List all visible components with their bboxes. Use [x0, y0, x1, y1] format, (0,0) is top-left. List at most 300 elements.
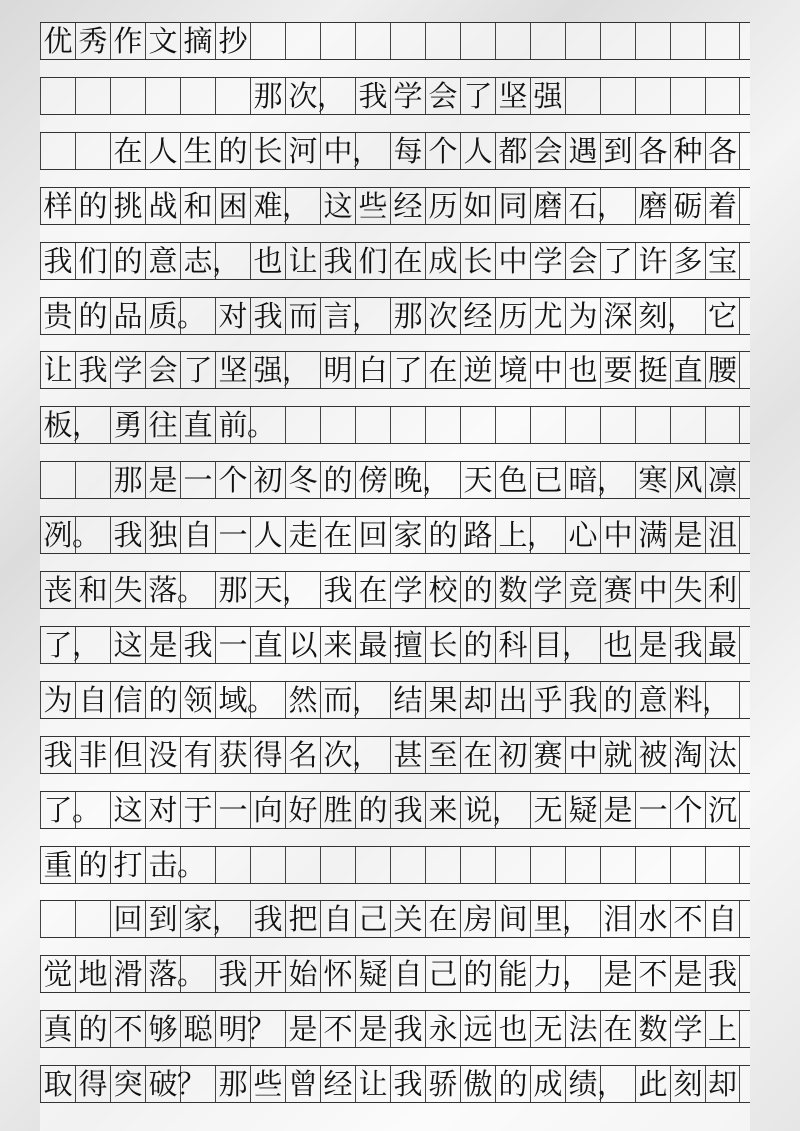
grid-cell: 晚: [390, 462, 425, 498]
grid-cell: ，: [355, 298, 390, 334]
grid-cell: 在: [390, 243, 425, 279]
grid-cell: 色: [495, 462, 530, 498]
grid-cell: 在: [425, 352, 460, 388]
grid-cell: 各: [635, 133, 670, 169]
essay-text-row: [40, 516, 750, 554]
grid-cell: 自: [180, 517, 215, 553]
grid-cell: ？: [180, 1066, 215, 1102]
grid-cell: 落: [145, 956, 180, 992]
grid-cell: 文: [145, 23, 180, 59]
grid-cell: 自: [320, 901, 355, 937]
grid-cell: 的: [460, 572, 495, 608]
grid-cell: 说: [460, 792, 495, 828]
grid-cell: 刻: [670, 1066, 705, 1102]
grid-cell: 至: [425, 737, 460, 773]
grid-cell: ，: [285, 572, 320, 608]
grid-cell: [215, 78, 250, 114]
grid-cell: 学: [670, 1011, 705, 1047]
grid-cell: 突: [110, 1066, 145, 1102]
grid-cell: 也: [565, 352, 600, 388]
grid-cell: [390, 23, 425, 59]
grid-cell: [565, 407, 600, 443]
grid-cell: 满: [635, 517, 670, 553]
grid-cell: 们: [355, 243, 390, 279]
grid-cell: [355, 23, 390, 59]
grid-cell: 会: [530, 133, 565, 169]
grid-cell: 也: [600, 627, 635, 663]
grid-cell: 我: [670, 627, 705, 663]
grid-cell: 水: [635, 901, 670, 937]
essay-text-row: [40, 955, 750, 993]
grid-cell: 言: [320, 298, 355, 334]
grid-cell: [705, 78, 740, 114]
grid-cell: 为: [565, 298, 600, 334]
grid-cell: 骄: [425, 1066, 460, 1102]
grid-cell: [495, 847, 530, 883]
grid-cell: [670, 847, 705, 883]
grid-cell: ，: [565, 627, 600, 663]
grid-cell: 数: [635, 1011, 670, 1047]
grid-cell: 有: [180, 737, 215, 773]
grid-cell: 宝: [705, 243, 740, 279]
grid-cell: 冬: [285, 462, 320, 498]
grid-cell: 学: [110, 352, 145, 388]
grid-cell: 赛: [530, 737, 565, 773]
grid-cell: 它: [705, 298, 740, 334]
grid-cell: [215, 847, 250, 883]
grid-cell: 我: [390, 1011, 425, 1047]
grid-cell: [40, 462, 75, 498]
grid-cell: 此: [635, 1066, 670, 1102]
grid-cell: [600, 407, 635, 443]
grid-cell: 人: [460, 133, 495, 169]
grid-cell: 的: [600, 682, 635, 718]
grid-cell: 的: [215, 133, 250, 169]
grid-cell: 尤: [530, 298, 565, 334]
grid-cell: 刻: [635, 298, 670, 334]
grid-cell: 这: [320, 188, 355, 224]
grid-cell: 我: [705, 956, 740, 992]
grid-cell: 明: [320, 352, 355, 388]
grid-cell: 傍: [355, 462, 390, 498]
grid-cell: 但: [110, 737, 145, 773]
grid-cell: 了: [180, 352, 215, 388]
grid-cell: 自: [705, 901, 740, 937]
grid-cell: 获: [215, 737, 250, 773]
grid-cell: [530, 847, 565, 883]
grid-cell: 。: [180, 847, 215, 883]
grid-cell: 。: [180, 298, 215, 334]
grid-cell: [635, 78, 670, 114]
grid-cell: 是: [355, 1011, 390, 1047]
grid-cell: 初: [250, 462, 285, 498]
grid-cell: 难: [250, 188, 285, 224]
grid-cell: 关: [390, 901, 425, 937]
grid-cell: 非: [75, 737, 110, 773]
grid-cell: ，: [705, 682, 740, 718]
grid-cell: [635, 847, 670, 883]
grid-cell: 作: [110, 23, 145, 59]
grid-cell: 了: [40, 627, 75, 663]
grid-cell: 一: [215, 517, 250, 553]
grid-cell: 了: [460, 78, 495, 114]
grid-cell: ，: [285, 188, 320, 224]
grid-cell: 到: [145, 901, 180, 937]
grid-cell: 到: [600, 133, 635, 169]
grid-cell: 真: [40, 1011, 75, 1047]
grid-cell: 着: [705, 188, 740, 224]
grid-cell: 我: [40, 737, 75, 773]
grid-cell: [390, 407, 425, 443]
grid-cell: [495, 407, 530, 443]
grid-cell: 家: [180, 901, 215, 937]
grid-cell: 己: [355, 901, 390, 937]
grid-cell: 信: [110, 682, 145, 718]
grid-cell: 遇: [565, 133, 600, 169]
grid-cell: [75, 133, 110, 169]
grid-cell: ，: [425, 462, 460, 498]
grid-cell: 在: [110, 133, 145, 169]
grid-cell: 把: [285, 901, 320, 937]
grid-cell: [670, 407, 705, 443]
grid-cell: 不: [110, 1011, 145, 1047]
grid-cell: 来: [425, 792, 460, 828]
grid-cell: 以: [285, 627, 320, 663]
grid-cell: 天: [460, 462, 495, 498]
grid-cell: [460, 407, 495, 443]
grid-cell: 和: [75, 572, 110, 608]
grid-cell: 中: [635, 572, 670, 608]
grid-cell: 击: [145, 847, 180, 883]
grid-cell: 自: [390, 956, 425, 992]
grid-cell: 目: [530, 627, 565, 663]
grid-cell: 却: [705, 1066, 740, 1102]
grid-cell: 学: [390, 572, 425, 608]
grid-cell: 向: [250, 792, 285, 828]
grid-cell: 长: [425, 627, 460, 663]
grid-cell: 疑: [565, 792, 600, 828]
grid-cell: 次: [285, 78, 320, 114]
grid-cell: 丧: [40, 572, 75, 608]
grid-cell: 初: [495, 737, 530, 773]
grid-cell: 得: [75, 1066, 110, 1102]
grid-cell: 破: [145, 1066, 180, 1102]
grid-cell: 的: [75, 847, 110, 883]
grid-cell: 不: [635, 956, 670, 992]
grid-cell: 同: [495, 188, 530, 224]
grid-cell: 许: [635, 243, 670, 279]
grid-cell: 样: [40, 188, 75, 224]
grid-cell: [425, 847, 460, 883]
grid-cell: 那: [215, 572, 250, 608]
grid-cell: 无: [530, 1011, 565, 1047]
grid-cell: [670, 23, 705, 59]
grid-cell: 砺: [670, 188, 705, 224]
essay-text-row: [40, 297, 750, 335]
essay-text-row: [40, 846, 750, 884]
grid-cell: 的: [355, 792, 390, 828]
grid-cell: 学: [530, 243, 565, 279]
grid-cell: [110, 78, 145, 114]
grid-cell: 。: [180, 956, 215, 992]
grid-cell: 出: [495, 682, 530, 718]
grid-cell: 白: [355, 352, 390, 388]
grid-cell: 秀: [75, 23, 110, 59]
grid-cell: 却: [460, 682, 495, 718]
grid-cell: ，: [320, 78, 355, 114]
grid-cell: [705, 23, 740, 59]
grid-cell: 挑: [110, 188, 145, 224]
grid-cell: 成: [425, 243, 460, 279]
grid-cell: 打: [110, 847, 145, 883]
grid-cell: 优: [40, 23, 75, 59]
grid-cell: 始: [285, 956, 320, 992]
grid-cell: [285, 407, 320, 443]
grid-cell: 困: [215, 188, 250, 224]
grid-cell: 那: [390, 298, 425, 334]
essay-text-row: [40, 1065, 750, 1103]
grid-cell: 竞: [565, 572, 600, 608]
grid-cell: [250, 847, 285, 883]
grid-cell: 觉: [40, 956, 75, 992]
grid-cell: 的: [145, 682, 180, 718]
grid-cell: 学: [530, 572, 565, 608]
grid-cell: 些: [355, 188, 390, 224]
grid-cell: 名: [285, 737, 320, 773]
grid-cell: 回: [110, 901, 145, 937]
grid-cell: 板: [40, 407, 75, 443]
grid-cell: ，: [75, 407, 110, 443]
grid-cell: 也: [250, 243, 285, 279]
grid-cell: 域: [215, 682, 250, 718]
grid-cell: 了: [600, 243, 635, 279]
grid-cell: 我: [215, 956, 250, 992]
essay-text-row: [40, 461, 750, 499]
grid-cell: 在: [460, 737, 495, 773]
grid-cell: 直: [250, 627, 285, 663]
grid-cell: 强: [250, 352, 285, 388]
grid-cell: 来: [320, 627, 355, 663]
grid-cell: 力: [530, 956, 565, 992]
grid-cell: 也: [495, 1011, 530, 1047]
grid-cell: 经: [320, 1066, 355, 1102]
grid-cell: 那: [215, 1066, 250, 1102]
grid-cell: 会: [425, 78, 460, 114]
grid-cell: 河: [285, 133, 320, 169]
grid-cell: [600, 847, 635, 883]
essay-text-row: [40, 571, 750, 609]
grid-cell: 然: [285, 682, 320, 718]
grid-cell: [425, 407, 460, 443]
grid-cell: 的: [495, 1066, 530, 1102]
grid-cell: 胜: [320, 792, 355, 828]
grid-cell: 已: [530, 462, 565, 498]
grid-cell: ，: [355, 682, 390, 718]
grid-cell: 里: [530, 901, 565, 937]
grid-cell: [495, 23, 530, 59]
grid-cell: 校: [425, 572, 460, 608]
grid-cell: 要: [600, 352, 635, 388]
grid-cell: 得: [250, 737, 285, 773]
grid-cell: ，: [355, 737, 390, 773]
grid-cell: 。: [75, 792, 110, 828]
grid-cell: 甚: [390, 737, 425, 773]
grid-cell: 地: [75, 956, 110, 992]
essay-text-row: [40, 187, 750, 225]
grid-cell: 直: [180, 407, 215, 443]
grid-cell: [705, 847, 740, 883]
grid-cell: ，: [565, 956, 600, 992]
grid-cell: 而: [285, 298, 320, 334]
grid-cell: [635, 407, 670, 443]
grid-cell: 凛: [705, 462, 740, 498]
grid-cell: 历: [425, 188, 460, 224]
grid-cell: 我: [75, 352, 110, 388]
grid-cell: 数: [495, 572, 530, 608]
grid-cell: 各: [705, 133, 740, 169]
grid-cell: 。: [75, 517, 110, 553]
grid-cell: [250, 23, 285, 59]
grid-cell: 我: [565, 682, 600, 718]
grid-cell: [390, 847, 425, 883]
grid-cell: 风: [670, 462, 705, 498]
grid-cell: 些: [250, 1066, 285, 1102]
grid-cell: 成: [530, 1066, 565, 1102]
grid-cell: 最: [705, 627, 740, 663]
grid-cell: 冽: [40, 517, 75, 553]
grid-cell: 中: [495, 243, 530, 279]
grid-cell: 个: [670, 792, 705, 828]
grid-cell: 贵: [40, 298, 75, 334]
grid-cell: 逆: [460, 352, 495, 388]
grid-cell: 怀: [320, 956, 355, 992]
grid-cell: 意: [635, 682, 670, 718]
grid-cell: 自: [75, 682, 110, 718]
grid-cell: 是: [600, 792, 635, 828]
grid-cell: 经: [390, 188, 425, 224]
grid-cell: [285, 23, 320, 59]
grid-cell: 利: [705, 572, 740, 608]
grid-cell: 暗: [565, 462, 600, 498]
grid-cell: 结: [390, 682, 425, 718]
grid-cell: 学: [390, 78, 425, 114]
grid-cell: 是: [600, 956, 635, 992]
grid-cell: 我: [40, 243, 75, 279]
grid-cell: 没: [145, 737, 180, 773]
grid-cell: 我: [390, 792, 425, 828]
grid-cell: [40, 78, 75, 114]
grid-cell: 寒: [635, 462, 670, 498]
grid-cell: [425, 23, 460, 59]
essay-text-row: [40, 1010, 750, 1048]
grid-cell: 疑: [355, 956, 390, 992]
grid-cell: 是: [670, 956, 705, 992]
grid-cell: 次: [425, 298, 460, 334]
grid-cell: 的: [110, 243, 145, 279]
grid-cell: 远: [460, 1011, 495, 1047]
grid-cell: 对: [215, 298, 250, 334]
grid-cell: 被: [635, 737, 670, 773]
grid-cell: ，: [530, 517, 565, 553]
grid-cell: 那: [250, 78, 285, 114]
grid-cell: 人: [145, 133, 180, 169]
grid-cell: 重: [40, 847, 75, 883]
grid-cell: ？: [250, 1011, 285, 1047]
grid-cell: 个: [425, 133, 460, 169]
grid-cell: 们: [75, 243, 110, 279]
grid-cell: 泪: [600, 901, 635, 937]
grid-cell: [75, 462, 110, 498]
grid-cell: 让: [40, 352, 75, 388]
grid-cell: [75, 78, 110, 114]
grid-cell: 上: [705, 1011, 740, 1047]
grid-cell: 我: [390, 1066, 425, 1102]
grid-cell: 独: [145, 517, 180, 553]
grid-cell: [285, 847, 320, 883]
grid-cell: 沉: [705, 792, 740, 828]
grid-cell: ，: [215, 243, 250, 279]
grid-cell: 淘: [670, 737, 705, 773]
grid-cell: 的: [460, 956, 495, 992]
grid-cell: 天: [250, 572, 285, 608]
grid-cell: 擅: [390, 627, 425, 663]
grid-cell: [40, 133, 75, 169]
grid-cell: 石: [565, 188, 600, 224]
grid-cell: 聪: [180, 1011, 215, 1047]
grid-cell: 坚: [495, 78, 530, 114]
grid-cell: [460, 847, 495, 883]
grid-cell: 上: [495, 517, 530, 553]
grid-cell: 不: [320, 1011, 355, 1047]
grid-cell: [460, 23, 495, 59]
grid-cell: 我: [320, 572, 355, 608]
grid-cell: [320, 407, 355, 443]
grid-cell: 料: [670, 682, 705, 718]
grid-cell: 这: [110, 792, 145, 828]
grid-cell: 这: [110, 627, 145, 663]
grid-cell: [670, 78, 705, 114]
essay-text-row: [40, 351, 750, 389]
grid-cell: 次: [320, 737, 355, 773]
grid-cell: 在: [355, 572, 390, 608]
grid-cell: 。: [250, 407, 285, 443]
grid-cell: 坚: [215, 352, 250, 388]
grid-cell: 一: [215, 792, 250, 828]
grid-cell: [320, 847, 355, 883]
grid-cell: 己: [425, 956, 460, 992]
grid-cell: 滑: [110, 956, 145, 992]
grid-cell: [565, 23, 600, 59]
essay-text-row: [40, 132, 750, 170]
grid-cell: 永: [425, 1011, 460, 1047]
grid-cell: 中: [320, 133, 355, 169]
grid-cell: [530, 23, 565, 59]
grid-cell: 为: [40, 682, 75, 718]
grid-cell: 中: [600, 517, 635, 553]
grid-cell: [600, 23, 635, 59]
grid-cell: 是: [145, 627, 180, 663]
grid-cell: 我: [180, 627, 215, 663]
grid-cell: 长: [250, 133, 285, 169]
grid-cell: 沮: [705, 517, 740, 553]
grid-cell: [355, 407, 390, 443]
essay-text-row: [40, 791, 750, 829]
grid-cell: 领: [180, 682, 215, 718]
grid-cell: ，: [600, 1066, 635, 1102]
grid-cell: 是: [145, 462, 180, 498]
grid-cell: 一: [180, 462, 215, 498]
grid-cell: 种: [670, 133, 705, 169]
